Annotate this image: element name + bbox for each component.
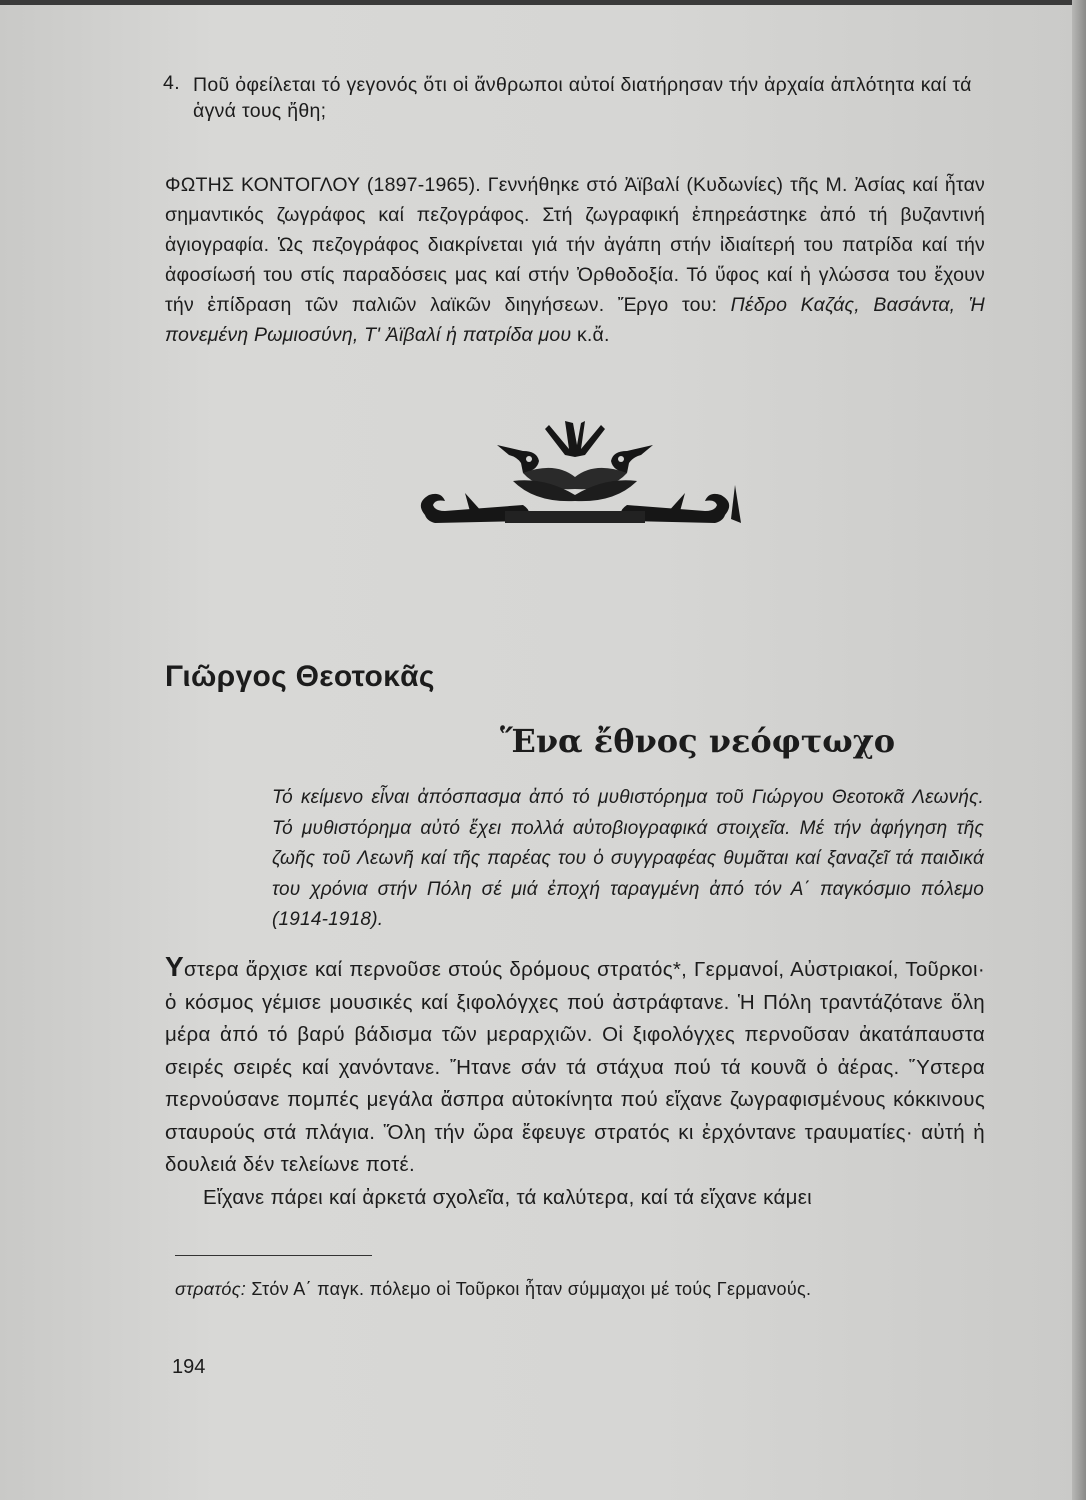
footnote-divider: [175, 1255, 372, 1256]
author-name: Γιῶργος Θεοτοκᾶς: [165, 660, 435, 693]
footnote-term: στρατός:: [175, 1279, 247, 1299]
footnote: [175, 1277, 985, 1301]
paragraph-2: Εἴχανε πάρει καί ἀρκετά σχολεῖα, τά καλύτερα, καί τά εἴχανε κάμει: [203, 1185, 813, 1209]
page-number: 194: [172, 1356, 206, 1378]
main-text: [165, 951, 985, 1214]
biography-text: ΦΩΤΗΣ ΚΟΝΤΟΓΛΟΥ (1897-1965). Γεννήθηκε στό Ἀϊβαλί (Κυδωνίες) τῆς Μ. Ἀσίας καί ἦταν σημαντικός ζωγράφος καί πεζογράφος. Στή ζωγραφική ἐπηρεάστηκε ἀπό τή βυζαντινή ἁγιογραφία. Ὡς πεζογράφος διακρίνεται γιά τήν ἀγάπη στήν ἰδιαίτερή του πατρίδα καί τήν ἀφοσίωσή του στίς παραδόσεις μας καί στήν Ὀρθοδοξία. Τό ὕφος καί ἡ γλώσσα του ἔχουν τήν ἐπίδραση τῶν παλιῶν λαϊκῶν διηγήσεων. Ἔργο του:: [165, 174, 985, 316]
question-text: Ποῦ ὀφείλεται τό γεγονός ὅτι οἱ ἄνθρωποι αὐτοί διατήρησαν τήν ἀρχαία ἁπλότητα καί τά ἁγνά τους ἤθη;: [193, 74, 972, 122]
paragraph-1-text: στερα ἄρχισε καί περνοῦσε στούς δρόμους στρατός*, Γερμανοί, Αὐστριακοί, Τοῦρκοι· ὁ κόσμος γέμισε μουσικές καί ξιφολόγχες πού ἀστράφτανε. Ἡ Πόλη τραντάζότανε ὅλη μέρα ἀπό τό βαρύ βάδισμα τῶν μεραρχιῶν. Οἱ ξιφολόγχες περνοῦσαν ἀκατάπαυστα σειρές σειρές καί χανόντανε. Ἤτανε σάν τά στάχυα πού τά κουνᾶ ὁ ἀέρας. Ὕστερα περνούσανε πομπές μεγάλα ἄσπρα αὐτοκίνητα πού εἴχανε ζωγραφισμένους κόκκινους σταυρούς στά πλάγια. Ὅλη τήν ὥρα ἔφευγε στρατός κι ἐρχόντανε τραυματίες· αὐτή ἡ δουλειά δέν τελείωνε ποτέ.: [165, 958, 985, 1176]
drop-cap: Υ: [165, 951, 184, 982]
intro-paragraph: Τό κείμενο εἶναι ἀπόσπασμα ἀπό τό μυθιστόρημα τοῦ Γιώργου Θεοτοκᾶ Λεωνής. Τό μυθιστόρημα αὐτό ἔχει πολλά αὐτοβιογραφικά στοιχεῖα. Μέ τήν ἀφήγηση τῆς ζωῆς τοῦ Λεωνῆ καί τῆς παρέας του ὁ συγγραφέας θυμᾶται καί ξαναζεῖ τά παιδικά του χρόνια στήν Πόλη σέ μιά ἐποχή ταραγμένη ἀπό τόν Α΄ παγκόσμιο πόλεμο (1914-1918).: [272, 787, 984, 930]
biography-works: Πέδρο Καζάς, Βασάντα, Ἡ πονεμένη Ρωμιοσύνη, Τ' Ἀϊβαλί ἡ πατρίδα μου: [165, 294, 985, 346]
page-binding-edge: [1072, 0, 1086, 1500]
paragraph-1: [165, 951, 985, 1182]
chapter-title: Ἕνα ἔθνος νεόφτωχο: [500, 722, 896, 760]
biography-suffix: κ.ἄ.: [576, 324, 610, 346]
author-biography: [165, 170, 985, 350]
birds-ornament-icon: [405, 415, 745, 530]
question-number: 4.: [163, 72, 181, 94]
page-top-edge: [0, 0, 1086, 5]
footnote-text: Στόν Α΄ παγκ. πόλεμο οἱ Τοῦρκοι ἦταν σύμμαχοι μέ τούς Γερμανούς.: [251, 1279, 812, 1299]
